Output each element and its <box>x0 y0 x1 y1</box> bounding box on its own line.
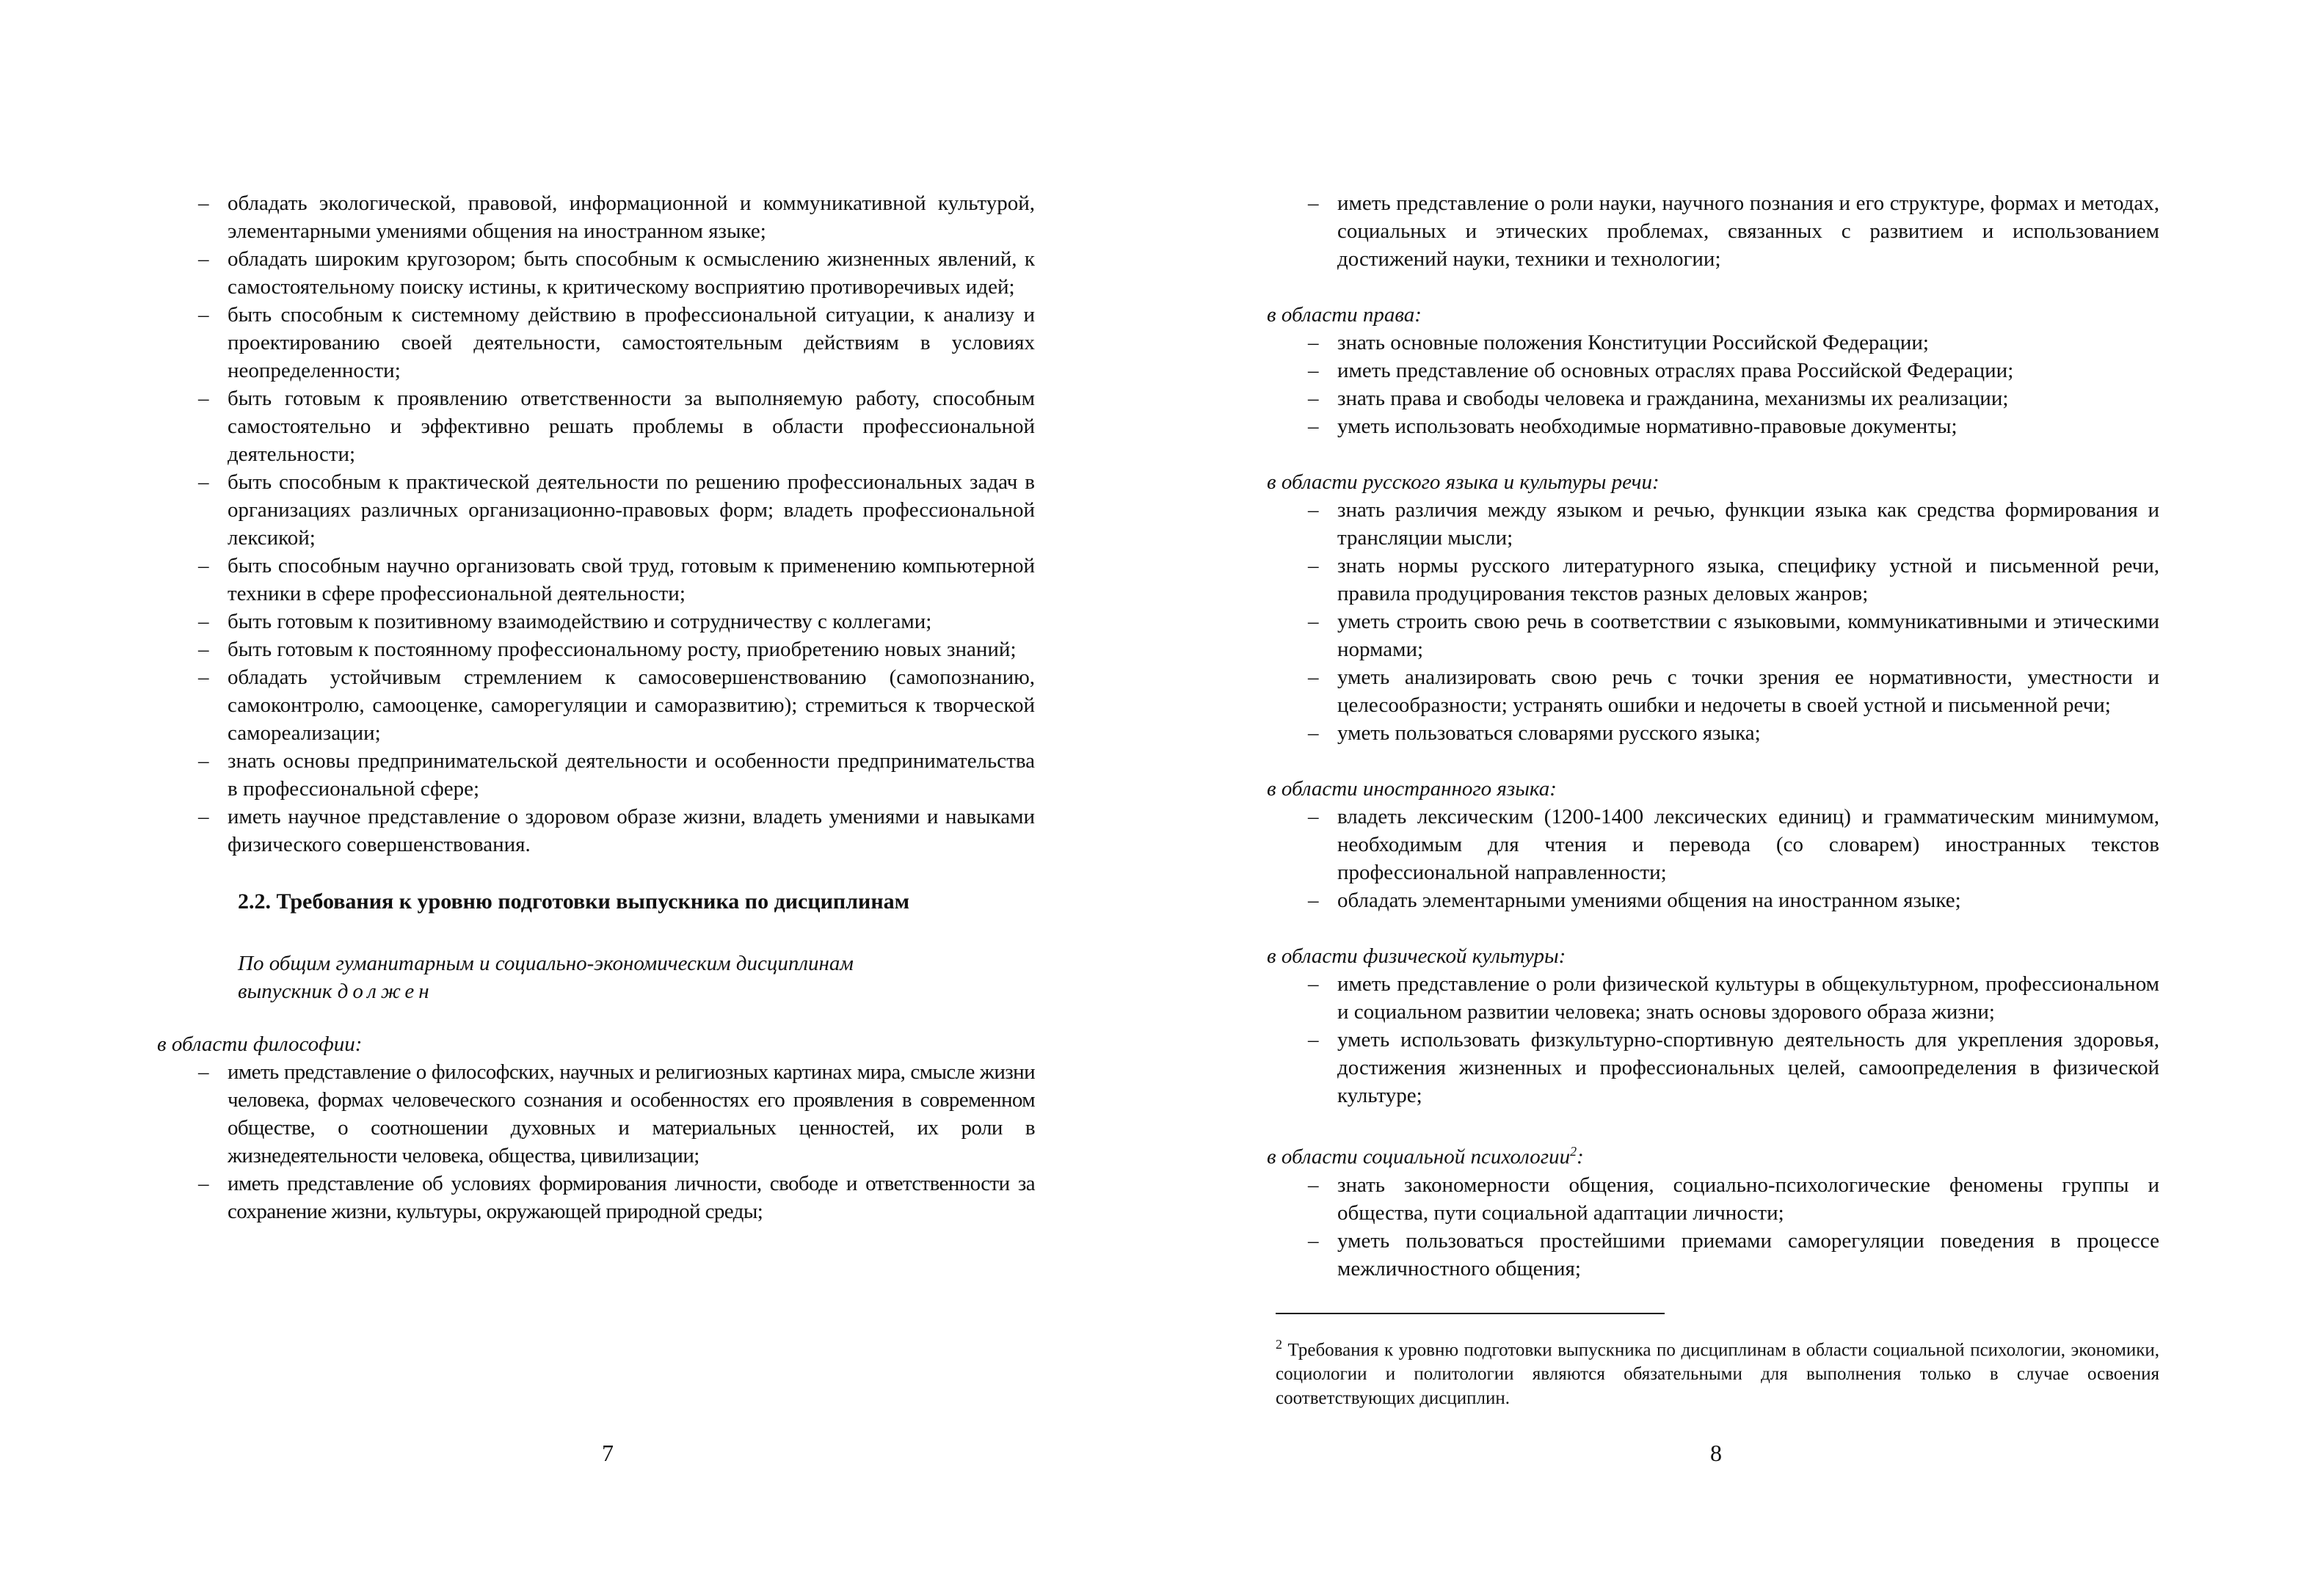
list-item-text: обладать экологической, правовой, информационной и коммуникативной культурой, элементарными умениями общения на иностранном языке; <box>228 192 1035 243</box>
list-item <box>198 245 1035 301</box>
russian-section <box>1267 468 2159 747</box>
dash-bullet: – <box>198 666 209 689</box>
list-item-text: обладать широким кругозором; быть способным к осмыслению жизненных явлений, к самостоятельному поиску истины, к критическому восприятию противоречивых идей; <box>228 247 1035 299</box>
list-item <box>198 468 1035 552</box>
dash-bullet: – <box>1308 610 1319 633</box>
social-psych-title-end: : <box>1577 1145 1584 1169</box>
dash-bullet: – <box>198 638 209 661</box>
physical-section <box>1267 942 2159 1109</box>
list-item <box>198 1058 1035 1170</box>
list-item <box>1308 886 2159 914</box>
dash-bullet: – <box>1308 889 1319 912</box>
physical-list <box>1308 970 2159 1109</box>
list-item <box>1308 1026 2159 1109</box>
dash-bullet: – <box>198 554 209 577</box>
science-list <box>1308 189 2159 273</box>
list-item-text: уметь использовать физкультурно-спортивную деятельность для укрепления здоровья, достижения жизненных и профессиональных целей, самоопределения в физической культуре; <box>1337 1028 2159 1107</box>
dash-bullet: – <box>1308 387 1319 410</box>
footnote-number: 2 <box>1276 1337 1282 1352</box>
list-item <box>198 189 1035 245</box>
list-item <box>1308 496 2159 552</box>
list-item <box>1308 803 2159 886</box>
social-psych-section <box>1267 1137 2159 1283</box>
list-item-text: иметь научное представление о здоровом образе жизни, владеть умениями и навыками физического совершенствования. <box>228 805 1035 856</box>
list-item <box>198 608 1035 635</box>
list-item-text: быть готовым к проявлению ответственности за выполняемую работу, способным самостоятельно и эффективно решать проблемы в области профессиональной деятельности; <box>228 387 1035 466</box>
list-item-text: иметь представление о роли науки, научного познания и его структуре, формах и методах, социальных и этических проблемах, связанных с развитием и использованием достижений науки, техники и технологии; <box>1337 192 2159 271</box>
list-item <box>198 1170 1035 1225</box>
dash-bullet: – <box>198 303 209 327</box>
list-item-text: уметь строить свою речь в соответствии с языковыми, коммуникативными и этическими нормами; <box>1337 610 2159 661</box>
list-item <box>1308 385 2159 412</box>
dash-bullet: – <box>1308 721 1319 745</box>
dash-bullet: – <box>1308 554 1319 577</box>
dash-bullet: – <box>1308 1173 1319 1197</box>
philosophy-section <box>157 1030 1035 1225</box>
list-item-text: уметь пользоваться простейшими приемами саморегуляции поведения в процессе межличностного общения; <box>1337 1228 2159 1280</box>
dash-bullet: – <box>198 805 209 828</box>
list-item <box>198 385 1035 468</box>
list-item-text: знать закономерности общения, социально-психологические феномены группы и общества, пути социальной адаптации личности; <box>1337 1173 2159 1225</box>
social-psych-list <box>1308 1171 2159 1283</box>
list-item-text: быть способным научно организовать свой труд, готовым к применению компьютерной техники в сфере профессиональной деятельности; <box>228 554 1035 605</box>
subheading-line-1: По общим гуманитарным и социально-экономическим дисциплинам <box>238 952 854 975</box>
list-item-text: обладать устойчивым стремлением к самосовершенствованию (самопознанию, самоконтролю, самооценке, саморегуляции и саморазвитию); стремиться к творческой самореализации; <box>228 666 1035 745</box>
dash-bullet: – <box>1308 331 1319 354</box>
dash-bullet: – <box>1308 359 1319 382</box>
list-item <box>198 747 1035 803</box>
list-item-text: уметь пользоваться словарями русского языка; <box>1337 721 1761 745</box>
subheading-line-2a: выпускник <box>238 980 338 1003</box>
social-psych-title-text: в области социальной психологии <box>1267 1145 1571 1169</box>
list-item <box>1308 412 2159 440</box>
list-item-text: иметь представление об условиях формирования личности, свободе и ответственности за сохранение жизни, культуры, окружающей природной среды; <box>228 1172 1035 1223</box>
law-section <box>1267 301 2159 440</box>
list-item <box>1308 189 2159 273</box>
list-item-text: иметь представление о философских, научных и религиозных картинах мира, смысле жизни человека, формах человеческого сознания и особенностях его проявления в современном обществе, о соотношении духовных и материальных ценностей, их роли в жизнедеятельности человека, общества, цивилизации; <box>228 1060 1035 1167</box>
list-item-text: быть способным к практической деятельности по решению профессиональных задач в организациях различных организационно-правовых форм; владеть профессиональной лексикой; <box>228 470 1035 550</box>
list-item <box>198 663 1035 747</box>
dash-bullet: – <box>198 610 209 633</box>
list-item-text: иметь представление о роли физической культуры в общекультурном, профессиональном и социальном развитии человека; знать основы здорового образа жизни; <box>1337 972 2159 1024</box>
footnote-divider <box>1276 1313 1665 1314</box>
list-item-text: владеть лексическим (1200-1400 лексических единиц) и грамматическим минимумом, необходимым для чтения и перевода (со словарем) иностранных текстов профессиональной направленности; <box>1337 805 2159 884</box>
dash-bullet: – <box>198 1172 208 1195</box>
philosophy-title: в области философии: <box>157 1032 363 1056</box>
list-item-text: уметь использовать необходимые нормативно-правовые документы; <box>1337 415 1957 438</box>
dash-bullet: – <box>1308 1028 1319 1052</box>
list-item <box>198 552 1035 608</box>
dash-bullet: – <box>198 387 209 410</box>
list-item <box>1308 970 2159 1026</box>
footnote <box>1276 1333 2159 1410</box>
dash-bullet: – <box>198 1060 208 1084</box>
list-item-text: иметь представление об основных отраслях права Российской Федерации; <box>1337 359 2014 382</box>
footnote-ref: 2 <box>1570 1144 1577 1159</box>
foreign-list <box>1308 803 2159 914</box>
law-list <box>1308 329 2159 440</box>
foreign-section <box>1267 775 2159 914</box>
social-psych-title <box>1267 1137 2159 1171</box>
list-item-text: быть способным к системному действию в профессиональной ситуации, к анализу и проектированию своей деятельности, самостоятельным действиям в условиях неопределенности; <box>228 303 1035 382</box>
list-item <box>1308 719 2159 747</box>
list-item <box>1308 1227 2159 1283</box>
left-column <box>157 189 1035 1225</box>
list-item <box>1308 552 2159 608</box>
russian-list <box>1308 496 2159 747</box>
list-item <box>198 803 1035 859</box>
right-column <box>1267 189 2159 1283</box>
dash-bullet: – <box>1308 415 1319 438</box>
subheading-must: должен <box>337 980 434 1003</box>
list-item-text: знать основные положения Конституции Российской Федерации; <box>1337 331 1929 354</box>
list-item-text: знать различия между языком и речью, функции языка как средства формирования и трансляции мысли; <box>1337 498 2159 550</box>
footnote-text: Требования к уровню подготовки выпускника по дисциплинам в области социальной психологии, экономики, социологии и политологии являются обязательными для выполнения только в случае освоения соответствующих дисциплин. <box>1276 1340 2160 1409</box>
list-item <box>198 301 1035 385</box>
foreign-title: в области иностранного языка: <box>1267 777 1557 801</box>
dash-bullet: – <box>198 470 209 494</box>
list-item-text: знать права и свободы человека и гражданина, механизмы их реализации; <box>1337 387 2009 410</box>
russian-title: в области русского языка и культуры речи: <box>1267 470 1660 494</box>
competency-list <box>198 189 1035 859</box>
list-item <box>1308 663 2159 719</box>
page-number-left: 7 <box>602 1440 614 1466</box>
list-item <box>1308 329 2159 357</box>
philosophy-list <box>198 1058 1035 1225</box>
subheading-line-2 <box>238 977 1035 1005</box>
subheading <box>238 950 1035 1005</box>
law-title: в области права: <box>1267 303 1422 327</box>
list-item <box>1308 1171 2159 1227</box>
dash-bullet: – <box>198 192 209 215</box>
section-heading: 2.2. Требования к уровню подготовки выпускника по дисциплинам <box>238 889 910 914</box>
list-item <box>198 635 1035 663</box>
list-item-text: знать основы предпринимательской деятельности и особенности предпринимательства в профессиональной сфере; <box>228 749 1035 801</box>
dash-bullet: – <box>1308 805 1319 828</box>
list-item-text: быть готовым к позитивному взаимодействию и сотрудничеству с коллегами; <box>228 610 932 633</box>
list-item-text: обладать элементарными умениями общения на иностранном языке; <box>1337 889 1961 912</box>
list-item <box>1308 608 2159 663</box>
list-item-text: знать нормы русского литературного языка, специфику устной и письменной речи, правила продуцирования текстов разных деловых жанров; <box>1337 554 2159 605</box>
dash-bullet: – <box>1308 1228 1319 1253</box>
dash-bullet: – <box>1308 498 1319 522</box>
list-item-text: быть готовым к постоянному профессиональному росту, приобретению новых знаний; <box>228 638 1017 661</box>
dash-bullet: – <box>198 247 209 271</box>
dash-bullet: – <box>1308 192 1319 215</box>
physical-title: в области физической культуры: <box>1267 944 1566 968</box>
dash-bullet: – <box>198 749 209 773</box>
dash-bullet: – <box>1308 666 1319 689</box>
dash-bullet: – <box>1308 972 1319 996</box>
list-item <box>1308 357 2159 385</box>
page-number-right: 8 <box>1710 1440 1722 1466</box>
list-item-text: уметь анализировать свою речь с точки зрения ее нормативности, уместности и целесообразности; устранять ошибки и недочеты в своей устной и письменной речи; <box>1337 666 2159 717</box>
